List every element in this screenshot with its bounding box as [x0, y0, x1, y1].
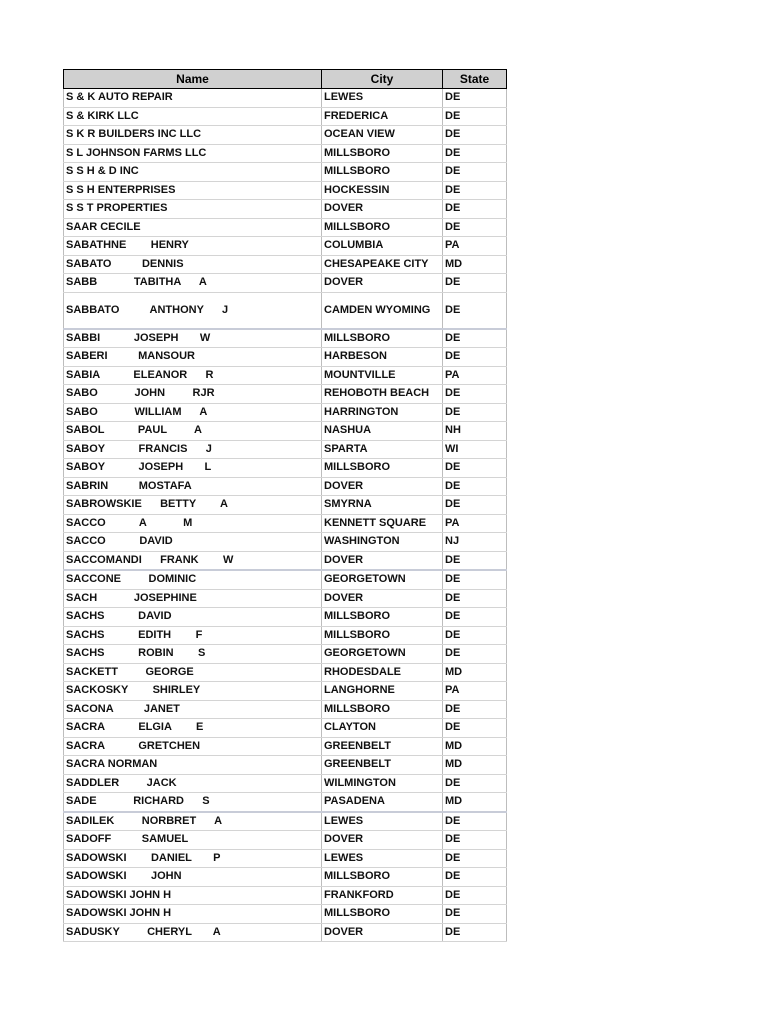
table-row: [64, 237, 507, 256]
cell-city[interactable]: NASHUA: [322, 422, 443, 441]
cell-state[interactable]: DE: [443, 163, 507, 182]
table-row: [64, 144, 507, 163]
cell-state[interactable]: DE: [443, 348, 507, 367]
cell-city[interactable]: GREENBELT: [322, 737, 443, 756]
table-row: [64, 589, 507, 608]
cell-name[interactable]: SADDLER JACK: [64, 774, 322, 793]
cell-city[interactable]: LEWES: [322, 812, 443, 831]
cell-name[interactable]: S K R BUILDERS INC LLC: [64, 126, 322, 145]
table-row: [64, 886, 507, 905]
cell-city[interactable]: MILLSBORO: [322, 218, 443, 237]
column-header-state[interactable]: State: [443, 70, 507, 89]
cell-name[interactable]: SADE RICHARD S: [64, 793, 322, 812]
cell-state[interactable]: MD: [443, 737, 507, 756]
cell-name[interactable]: SACONA JANET: [64, 700, 322, 719]
cell-name[interactable]: SABIA ELEANOR R: [64, 366, 322, 385]
table-row: [64, 737, 507, 756]
cell-name[interactable]: SABO JOHN RJR: [64, 385, 322, 404]
cell-name[interactable]: SADOWSKI DANIEL P: [64, 849, 322, 868]
cell-city[interactable]: SMYRNA: [322, 496, 443, 515]
cell-city[interactable]: DOVER: [322, 477, 443, 496]
cell-state[interactable]: PA: [443, 682, 507, 701]
cell-name[interactable]: SABBATO ANTHONY J: [64, 292, 322, 329]
table-row: [64, 905, 507, 924]
cell-name[interactable]: SACRA NORMAN: [64, 756, 322, 775]
table-row: [64, 496, 507, 515]
cell-state[interactable]: DE: [443, 831, 507, 850]
cell-name[interactable]: SABBI JOSEPH W: [64, 329, 322, 348]
column-header-city[interactable]: City: [322, 70, 443, 89]
cell-state[interactable]: DE: [443, 403, 507, 422]
cell-state[interactable]: DE: [443, 570, 507, 589]
cell-city[interactable]: MILLSBORO: [322, 163, 443, 182]
cell-state[interactable]: DE: [443, 608, 507, 627]
cell-name[interactable]: SACRA ELGIA E: [64, 719, 322, 738]
cell-name[interactable]: SABERI MANSOUR: [64, 348, 322, 367]
cell-city[interactable]: MILLSBORO: [322, 144, 443, 163]
cell-state[interactable]: DE: [443, 923, 507, 942]
cell-city[interactable]: DOVER: [322, 923, 443, 942]
cell-state[interactable]: DE: [443, 181, 507, 200]
cell-name[interactable]: SABROWSKIE BETTY A: [64, 496, 322, 515]
cell-city[interactable]: CHESAPEAKE CITY: [322, 255, 443, 274]
cell-city[interactable]: COLUMBIA: [322, 237, 443, 256]
table-row: [64, 163, 507, 182]
table-row: [64, 274, 507, 293]
cell-name[interactable]: SACCONE DOMINIC: [64, 570, 322, 589]
cell-state[interactable]: DE: [443, 700, 507, 719]
table-row: [64, 700, 507, 719]
cell-state[interactable]: MD: [443, 663, 507, 682]
cell-city[interactable]: WILMINGTON: [322, 774, 443, 793]
cell-city[interactable]: MILLSBORO: [322, 905, 443, 924]
cell-state[interactable]: DE: [443, 719, 507, 738]
cell-city[interactable]: REHOBOTH BEACH: [322, 385, 443, 404]
cell-state[interactable]: DE: [443, 107, 507, 126]
table-row: [64, 682, 507, 701]
table-row: [64, 774, 507, 793]
cell-name[interactable]: S S T PROPERTIES: [64, 200, 322, 219]
cell-name[interactable]: SACCO DAVID: [64, 533, 322, 552]
header-row: [64, 70, 507, 89]
cell-state[interactable]: DE: [443, 292, 507, 329]
cell-name[interactable]: SADOWSKI JOHN: [64, 868, 322, 887]
cell-city[interactable]: RHODESDALE: [322, 663, 443, 682]
table-row: [64, 514, 507, 533]
cell-city[interactable]: DOVER: [322, 831, 443, 850]
cell-city[interactable]: HARBESON: [322, 348, 443, 367]
table-row: [64, 422, 507, 441]
table-row: [64, 608, 507, 627]
table-row: [64, 831, 507, 850]
cell-state[interactable]: DE: [443, 496, 507, 515]
cell-city[interactable]: DOVER: [322, 200, 443, 219]
cell-city[interactable]: GEORGETOWN: [322, 645, 443, 664]
cell-state[interactable]: DE: [443, 477, 507, 496]
cell-name[interactable]: S S H ENTERPRISES: [64, 181, 322, 200]
cell-city[interactable]: SPARTA: [322, 440, 443, 459]
cell-name[interactable]: SACCO A M: [64, 514, 322, 533]
cell-name[interactable]: SACH JOSEPHINE: [64, 589, 322, 608]
cell-name[interactable]: SADOWSKI JOHN H: [64, 886, 322, 905]
cell-city[interactable]: HARRINGTON: [322, 403, 443, 422]
cell-name[interactable]: SADILEK NORBRET A: [64, 812, 322, 831]
cell-name[interactable]: S & K AUTO REPAIR: [64, 89, 322, 108]
cell-state[interactable]: MD: [443, 255, 507, 274]
cell-state[interactable]: MD: [443, 793, 507, 812]
cell-city[interactable]: WASHINGTON: [322, 533, 443, 552]
cell-city[interactable]: MILLSBORO: [322, 329, 443, 348]
table-row: [64, 570, 507, 589]
cell-name[interactable]: SABOL PAUL A: [64, 422, 322, 441]
cell-name[interactable]: SACKOSKY SHIRLEY: [64, 682, 322, 701]
cell-state[interactable]: NH: [443, 422, 507, 441]
cell-state[interactable]: DE: [443, 589, 507, 608]
cell-name[interactable]: SACHS DAVID: [64, 608, 322, 627]
cell-city[interactable]: DOVER: [322, 589, 443, 608]
table-row: [64, 440, 507, 459]
cell-city[interactable]: OCEAN VIEW: [322, 126, 443, 145]
cell-name[interactable]: SADOFF SAMUEL: [64, 831, 322, 850]
cell-state[interactable]: PA: [443, 366, 507, 385]
cell-state[interactable]: PA: [443, 237, 507, 256]
cell-city[interactable]: DOVER: [322, 551, 443, 570]
cell-state[interactable]: NJ: [443, 533, 507, 552]
cell-city[interactable]: PASADENA: [322, 793, 443, 812]
records-table: [63, 69, 507, 942]
table-row: [64, 89, 507, 108]
table-row: [64, 200, 507, 219]
column-header-name[interactable]: Name: [64, 70, 322, 89]
table-row: [64, 385, 507, 404]
cell-city[interactable]: MILLSBORO: [322, 608, 443, 627]
cell-city[interactable]: MILLSBORO: [322, 700, 443, 719]
table-row: [64, 329, 507, 348]
table-row: [64, 366, 507, 385]
cell-name[interactable]: SACKETT GEORGE: [64, 663, 322, 682]
cell-name[interactable]: S & KIRK LLC: [64, 107, 322, 126]
table-row: [64, 868, 507, 887]
table-row: [64, 292, 507, 329]
cell-state[interactable]: DE: [443, 812, 507, 831]
cell-state[interactable]: DE: [443, 126, 507, 145]
cell-name[interactable]: SABRIN MOSTAFA: [64, 477, 322, 496]
cell-state[interactable]: DE: [443, 218, 507, 237]
cell-city[interactable]: LEWES: [322, 849, 443, 868]
table-row: [64, 181, 507, 200]
cell-city[interactable]: KENNETT SQUARE: [322, 514, 443, 533]
cell-name[interactable]: SABB TABITHA A: [64, 274, 322, 293]
cell-city[interactable]: FRANKFORD: [322, 886, 443, 905]
table-row: [64, 923, 507, 942]
table-row: [64, 126, 507, 145]
cell-name[interactable]: SACHS EDITH F: [64, 626, 322, 645]
table-row: [64, 663, 507, 682]
cell-city[interactable]: LANGHORNE: [322, 682, 443, 701]
cell-city[interactable]: MILLSBORO: [322, 868, 443, 887]
cell-state[interactable]: DE: [443, 886, 507, 905]
table-row: [64, 255, 507, 274]
cell-state[interactable]: DE: [443, 89, 507, 108]
cell-name[interactable]: SACHS ROBIN S: [64, 645, 322, 664]
cell-state[interactable]: DE: [443, 774, 507, 793]
table-row: [64, 403, 507, 422]
cell-name[interactable]: SADOWSKI JOHN H: [64, 905, 322, 924]
cell-name[interactable]: S L JOHNSON FARMS LLC: [64, 144, 322, 163]
cell-state[interactable]: DE: [443, 849, 507, 868]
cell-city[interactable]: MILLSBORO: [322, 626, 443, 645]
table-row: [64, 645, 507, 664]
cell-name[interactable]: S S H & D INC: [64, 163, 322, 182]
table-row: [64, 348, 507, 367]
table-row: [64, 626, 507, 645]
cell-city[interactable]: CAMDEN WYOMING: [322, 292, 443, 329]
table-row: [64, 719, 507, 738]
cell-name[interactable]: SABO WILLIAM A: [64, 403, 322, 422]
cell-city[interactable]: MOUNTVILLE: [322, 366, 443, 385]
cell-city[interactable]: CLAYTON: [322, 719, 443, 738]
cell-state[interactable]: DE: [443, 551, 507, 570]
cell-state[interactable]: DE: [443, 645, 507, 664]
table-row: [64, 551, 507, 570]
cell-state[interactable]: DE: [443, 385, 507, 404]
cell-name[interactable]: SACCOMANDI FRANK W: [64, 551, 322, 570]
cell-name[interactable]: SAAR CECILE: [64, 218, 322, 237]
cell-city[interactable]: MILLSBORO: [322, 459, 443, 478]
table-row: [64, 812, 507, 831]
cell-state[interactable]: DE: [443, 626, 507, 645]
table-row: [64, 477, 507, 496]
cell-name[interactable]: SABOY JOSEPH L: [64, 459, 322, 478]
cell-name[interactable]: SADUSKY CHERYL A: [64, 923, 322, 942]
cell-state[interactable]: PA: [443, 514, 507, 533]
cell-state[interactable]: DE: [443, 905, 507, 924]
cell-state[interactable]: MD: [443, 756, 507, 775]
cell-state[interactable]: DE: [443, 868, 507, 887]
cell-city[interactable]: HOCKESSIN: [322, 181, 443, 200]
cell-city[interactable]: GREENBELT: [322, 756, 443, 775]
cell-state[interactable]: DE: [443, 200, 507, 219]
spreadsheet-sheet: [63, 69, 506, 942]
cell-state[interactable]: DE: [443, 274, 507, 293]
table-row: [64, 459, 507, 478]
cell-state[interactable]: DE: [443, 144, 507, 163]
cell-name[interactable]: SACRA GRETCHEN: [64, 737, 322, 756]
table-body: [64, 89, 507, 942]
cell-city[interactable]: DOVER: [322, 274, 443, 293]
table-row: [64, 533, 507, 552]
cell-city[interactable]: GEORGETOWN: [322, 570, 443, 589]
cell-city[interactable]: LEWES: [322, 89, 443, 108]
cell-name[interactable]: SABOY FRANCIS J: [64, 440, 322, 459]
cell-state[interactable]: WI: [443, 440, 507, 459]
table-row: [64, 849, 507, 868]
table-row: [64, 793, 507, 812]
table-row: [64, 107, 507, 126]
cell-state[interactable]: DE: [443, 329, 507, 348]
table-row: [64, 218, 507, 237]
table-row: [64, 756, 507, 775]
cell-city[interactable]: FREDERICA: [322, 107, 443, 126]
cell-state[interactable]: DE: [443, 459, 507, 478]
cell-name[interactable]: SABATHNE HENRY: [64, 237, 322, 256]
cell-name[interactable]: SABATO DENNIS: [64, 255, 322, 274]
